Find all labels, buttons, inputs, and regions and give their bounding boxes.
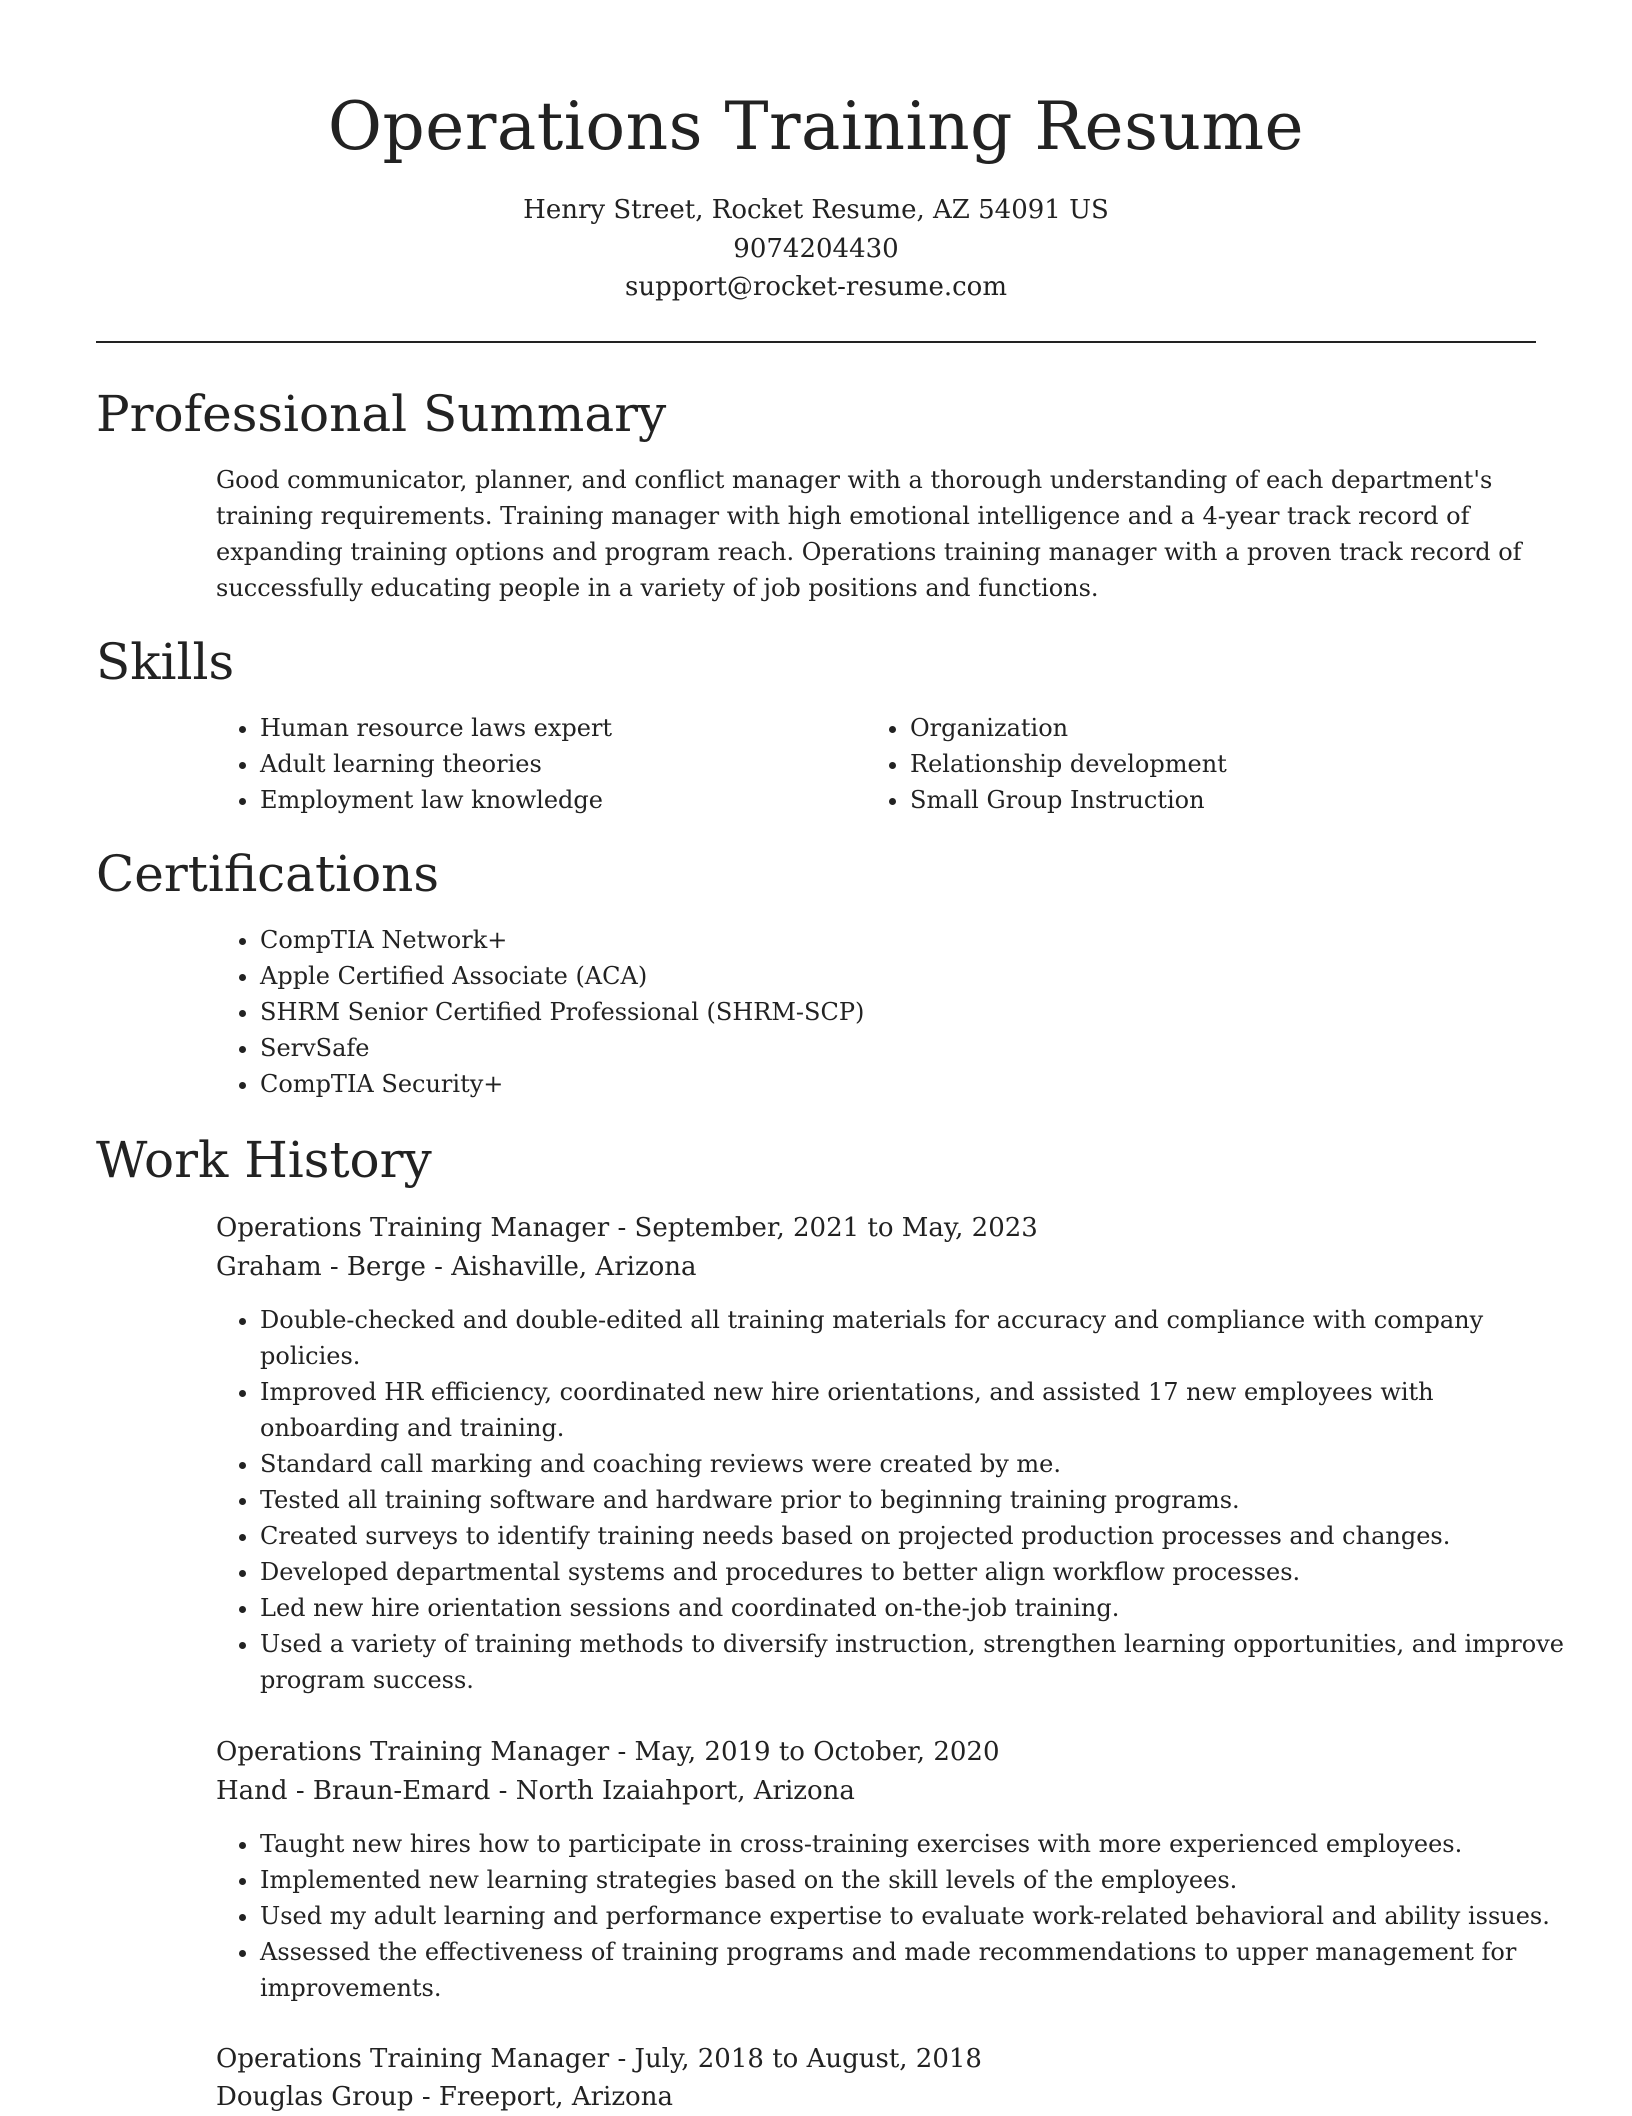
- job-title: Operations Training Manager: [216, 1737, 610, 1767]
- skill-item: • Adult learning theories: [260, 746, 820, 782]
- certifications-heading: Certifications: [96, 845, 440, 903]
- job-bullet: • Assessed the effectiveness of training programs and made recommendations to upper management for improvements.: [260, 1934, 1580, 2006]
- skills-list-left: [216, 710, 820, 818]
- job-bullet: • Developed departmental systems and procedures to better align workflow processes.: [260, 1554, 1580, 1590]
- job-title-line: Operations Training Manager - September, 2021 to May, 2023: [216, 1213, 1038, 1243]
- skill-item: • Employment law knowledge: [260, 782, 820, 818]
- contact-email: support@rocket-resume.com: [624, 272, 1007, 302]
- job-bullet: • Used my adult learning and performance expertise to evaluate work-related behavioral and ability issues.: [260, 1898, 1580, 1934]
- skill-item: • Relationship development: [910, 746, 1530, 782]
- job-location: Aishaville, Arizona: [451, 1252, 697, 1282]
- contact-phone: 9074204430: [733, 234, 899, 264]
- skill-item: • Small Group Instruction: [910, 782, 1530, 818]
- job-bullet: • Led new hire orientation sessions and coordinated on-the-job training.: [260, 1590, 1580, 1626]
- job-company: Douglas Group: [216, 2082, 414, 2112]
- job-dates: May, 2019 to October, 2020: [634, 1737, 1000, 1767]
- resume-title: Operations Training Resume: [327, 88, 1305, 165]
- job-dates: September, 2021 to May, 2023: [634, 1213, 1038, 1243]
- work-history-heading: Work History: [96, 1131, 432, 1189]
- job-bullet: • Double-checked and double-edited all training materials for accuracy and compliance with company policies.: [260, 1302, 1580, 1374]
- job-title-line: Operations Training Manager - May, 2019 to October, 2020: [216, 1737, 1000, 1767]
- job-company-line: Hand - Braun-Emard - North Izaiahport, Arizona: [216, 1776, 855, 1806]
- certification-item: • ServSafe: [260, 1030, 1580, 1066]
- job-bullet: • Improved HR efficiency, coordinated new hire orientations, and assisted 17 new employees with onboarding and training.: [260, 1374, 1580, 1446]
- job-title: Operations Training Manager: [216, 2044, 610, 2074]
- contact-address: Henry Street, Rocket Resume, AZ 54091 US: [523, 195, 1109, 225]
- summary-text: Good communicator, planner, and conflict manager with a thorough understanding of each department's training requirements. Training manager with high emotional intelligence and a 4-year track record of expanding training options and program reach. Operations training manager with a proven track record of successfully educating people in a variety of job positions and functions.: [216, 466, 1522, 602]
- job-dates: July, 2018 to August, 2018: [634, 2044, 982, 2074]
- job-location: North Izaiahport, Arizona: [515, 1776, 855, 1806]
- job-bullets: [216, 1826, 1580, 2006]
- certification-item: • Apple Certified Associate (ACA): [260, 958, 1580, 994]
- job-bullet: • Used a variety of training methods to diversify instruction, strengthen learning opportunities, and improve program success.: [260, 1626, 1580, 1698]
- job-company-line: Douglas Group - Freeport, Arizona: [216, 2082, 673, 2112]
- job-company: Graham - Berge: [216, 1252, 426, 1282]
- job-bullet: • Standard call marking and coaching reviews were created by me.: [260, 1446, 1580, 1482]
- job-company-line: Graham - Berge - Aishaville, Arizona: [216, 1252, 697, 1282]
- skills-heading: Skills: [96, 633, 235, 691]
- certification-item: • CompTIA Network+: [260, 922, 1580, 958]
- certification-item: • CompTIA Security+: [260, 1066, 1580, 1102]
- certification-item: • SHRM Senior Certified Professional (SHRM-SCP): [260, 994, 1580, 1030]
- header-divider: [96, 341, 1536, 343]
- job-title: Operations Training Manager: [216, 1213, 610, 1243]
- skill-item: • Organization: [910, 710, 1530, 746]
- skill-item: • Human resource laws expert: [260, 710, 820, 746]
- summary-heading: Professional Summary: [96, 385, 667, 443]
- skills-list-right: [866, 710, 1530, 818]
- job-bullet: • Taught new hires how to participate in cross-training exercises with more experienced employees.: [260, 1826, 1580, 1862]
- job-bullets: [216, 1302, 1580, 1698]
- job-bullet: • Created surveys to identify training needs based on projected production processes and changes.: [260, 1518, 1580, 1554]
- job-bullet: • Implemented new learning strategies based on the skill levels of the employees.: [260, 1862, 1580, 1898]
- certifications-list: [216, 922, 1580, 1102]
- job-company: Hand - Braun-Emard: [216, 1776, 491, 1806]
- job-location: Freeport, Arizona: [438, 2082, 673, 2112]
- job-title-line: Operations Training Manager - July, 2018 to August, 2018: [216, 2044, 982, 2074]
- job-bullet: • Tested all training software and hardware prior to beginning training programs.: [260, 1482, 1580, 1518]
